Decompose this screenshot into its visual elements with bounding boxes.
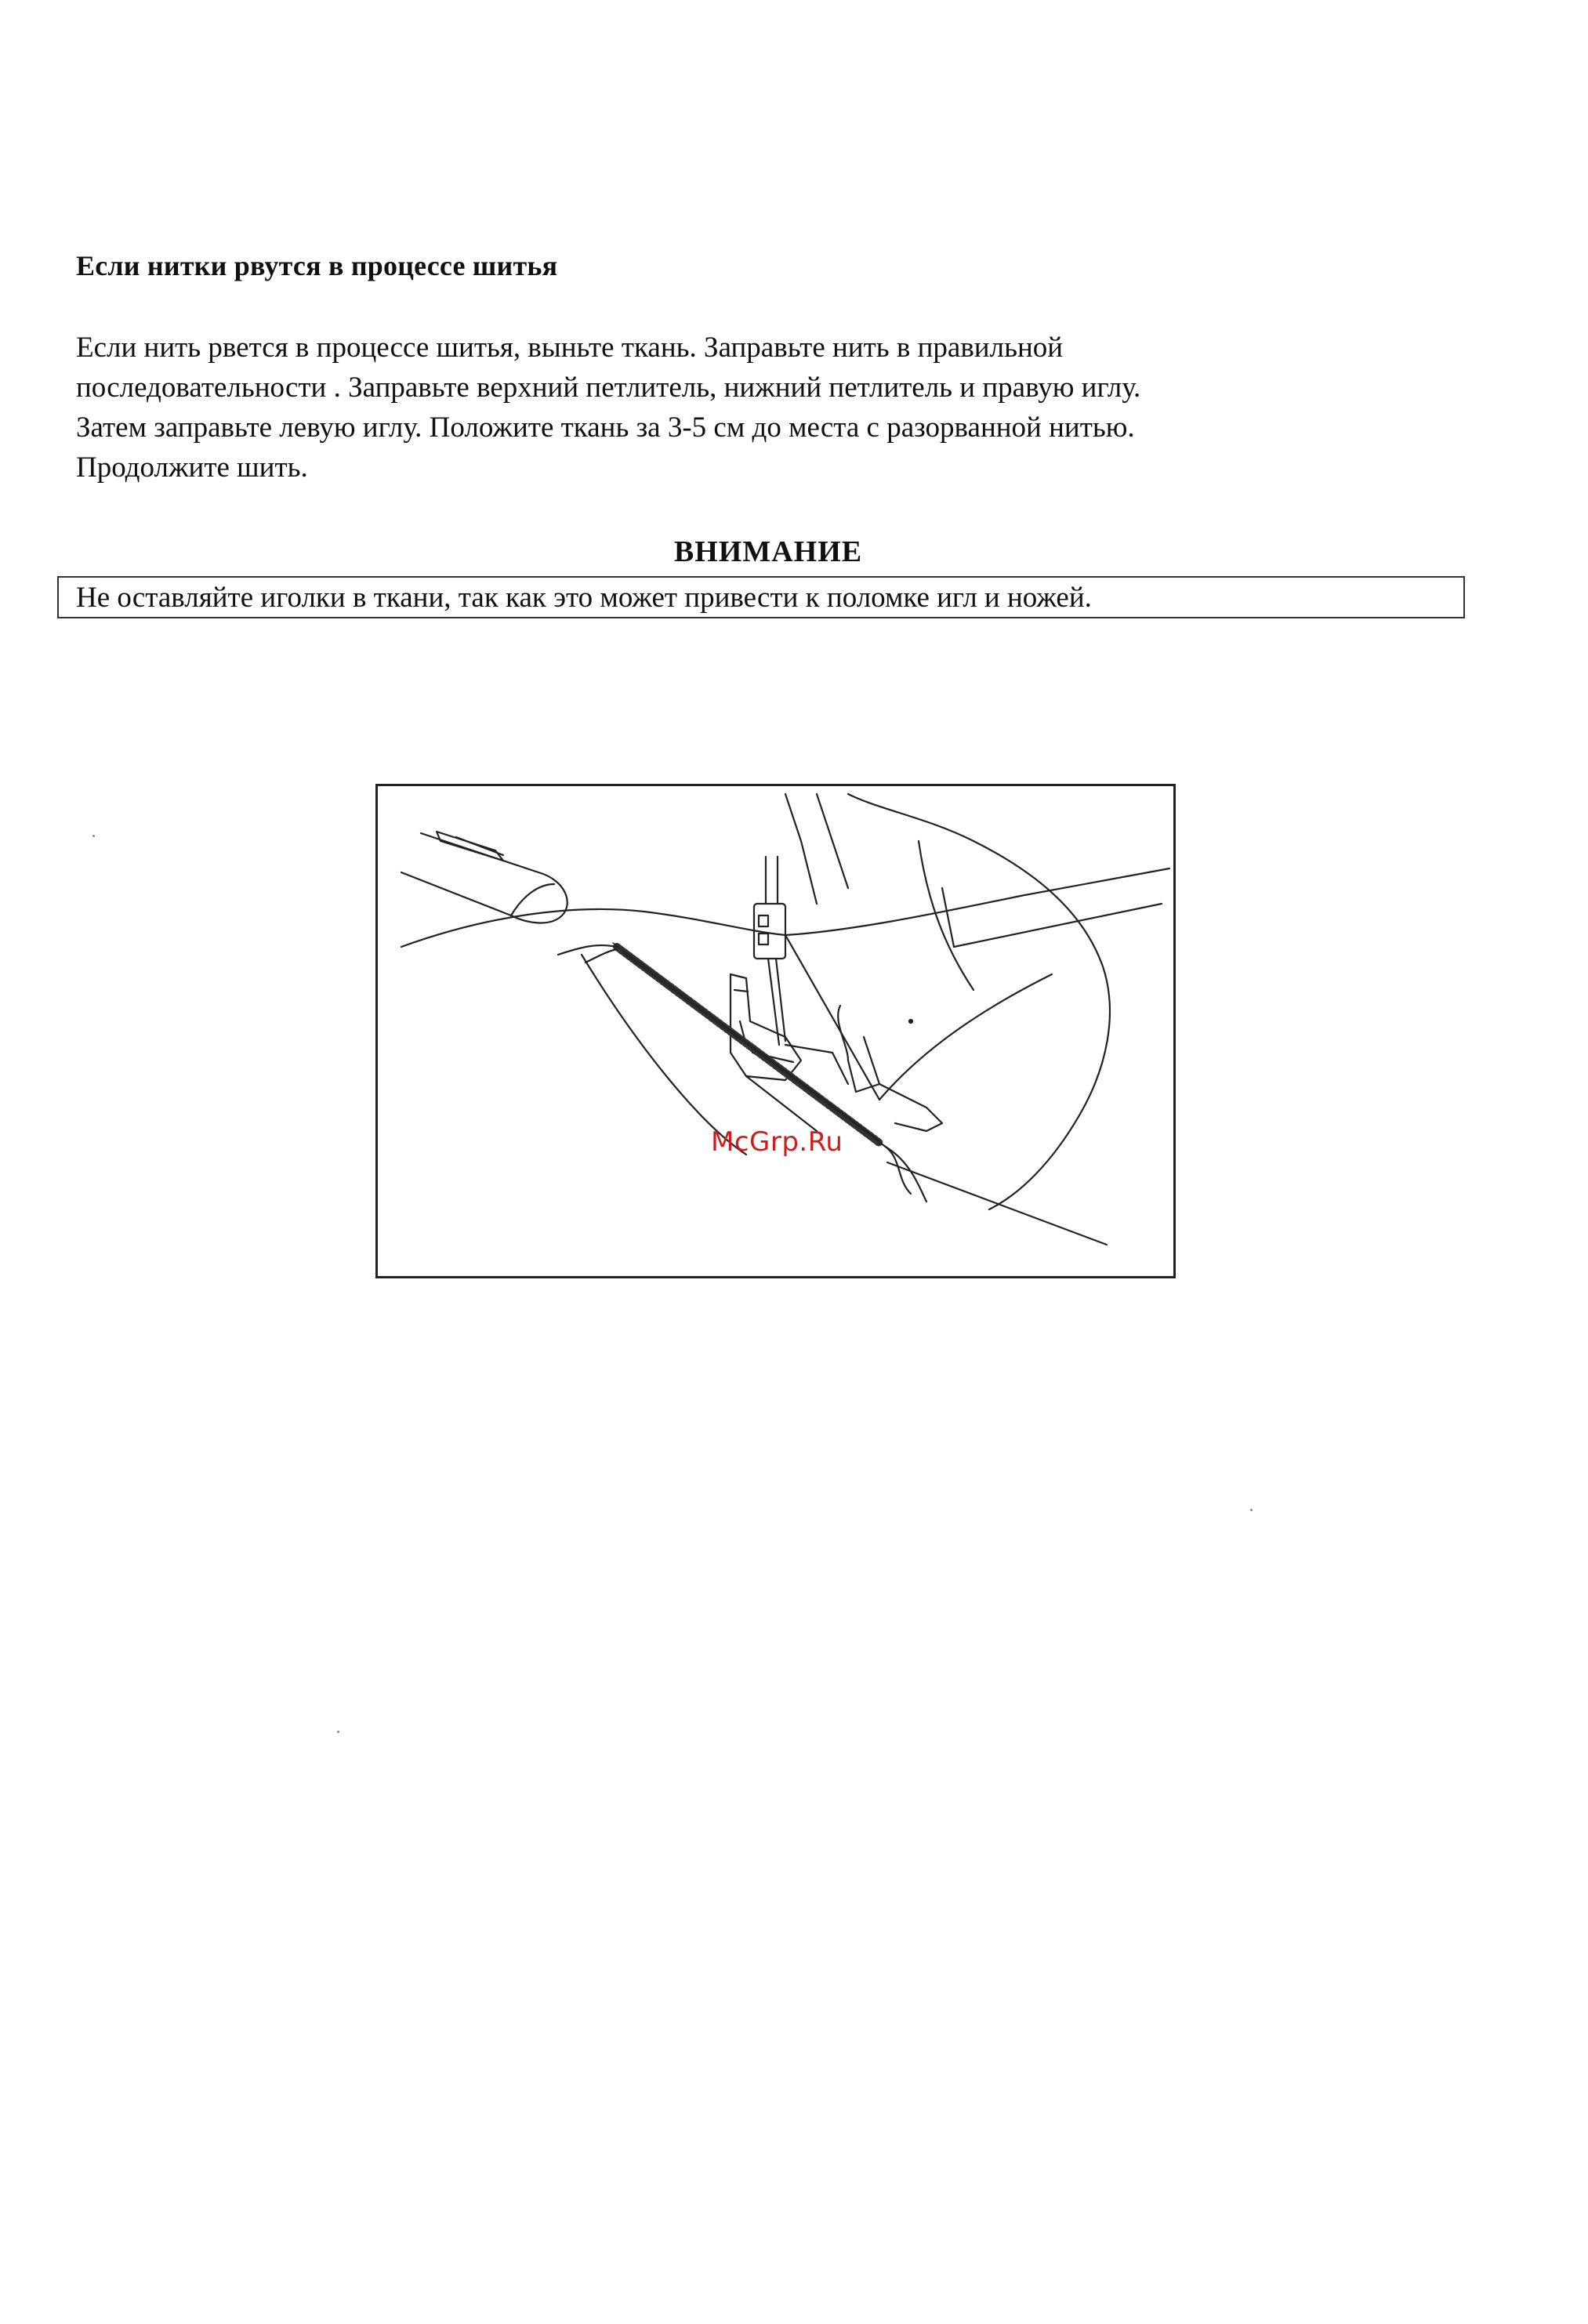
scan-speck xyxy=(92,835,95,837)
sewing-illustration xyxy=(375,784,1176,1278)
notice-text: Не оставляйте иголки в ткани, так как это может привести к поломке игл и ножей. xyxy=(76,582,1092,614)
notice-title: ВНИМАНИЕ xyxy=(673,535,863,568)
scan-speck xyxy=(1250,1509,1253,1511)
watermark-text: McGrp.Ru xyxy=(711,1126,843,1158)
paragraph-line: Если нить рвется в процессе шитья, выньте ткань. Заправьте нить в правильной xyxy=(76,332,1064,364)
paragraph-line: Затем заправьте левую иглу. Положите ткань за 3-5 см до места с разорванной нитью. xyxy=(76,412,1135,444)
instruction-paragraph xyxy=(76,328,1456,488)
scan-speck xyxy=(337,1731,339,1733)
paragraph-line: Продолжите шить. xyxy=(76,451,308,484)
paragraph-line: последовательности . Заправьте верхний петлитель, нижний петлитель и правую иглу. xyxy=(76,372,1141,404)
section-heading: Если нитки рвутся в процессе шитья xyxy=(76,250,558,281)
notice-box xyxy=(57,576,1465,618)
sewing-machine-foot-illustration-icon xyxy=(378,786,1176,1278)
